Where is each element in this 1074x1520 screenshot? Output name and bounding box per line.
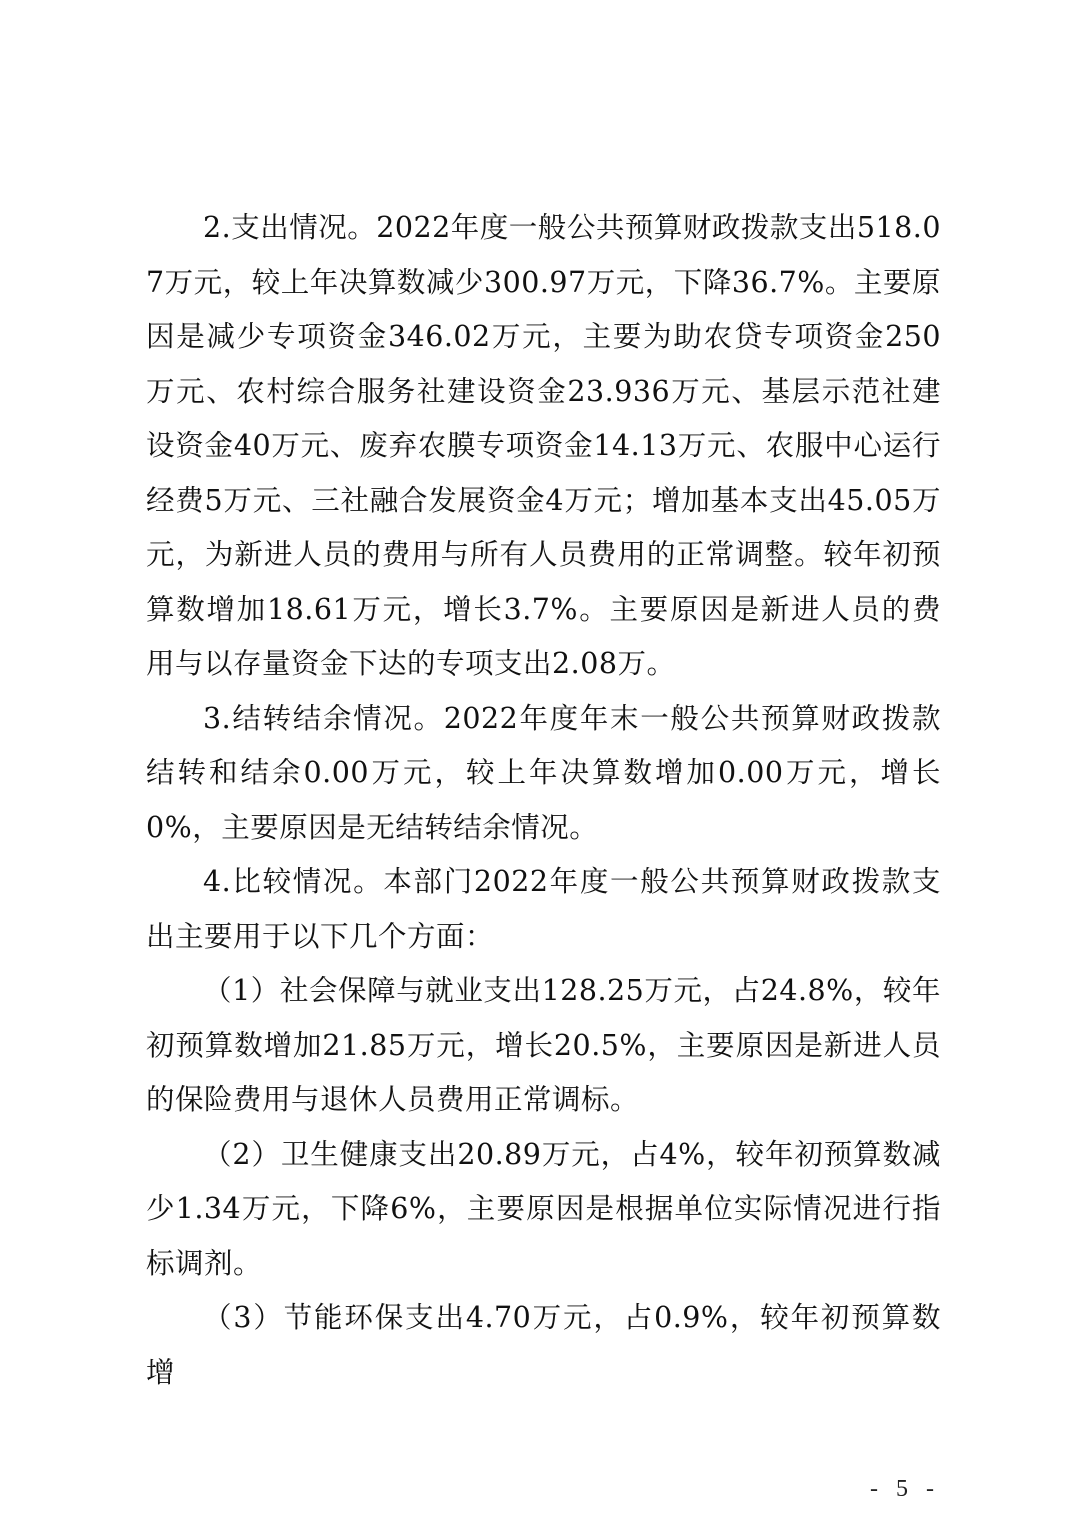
paragraph-comparison: 4.比较情况。本部门2022年度一般公共预算财政拨款支出主要用于以下几个方面： xyxy=(146,865,941,953)
paragraph-expenditure: 2.支出情况。2022年度一般公共预算财政拨款支出518.07万元，较上年决算数减少300.97万元，下降36.7%。主要原因是减少专项资金346.02万元，主要为助农贷专项资金250万元、农村综合服务社建设资金23.936万元、基层示范社建设资金40万元、废弃农膜专项资金14.13万元、农服中心运行经费5万元、三社融合发展资金4万元；增加基本支出45.05万元，为新进人员的费用与所有人员费用的正常调整。较年初预算数增加18.61万元，增长3.7%。主要原因是新进人员的费用与以存量资金下达的专项支出2.08万。 xyxy=(146,211,941,680)
page-number: - 5 - xyxy=(870,1476,940,1502)
paragraph-health: （2）卫生健康支出20.89万元，占4%，较年初预算数减少1.34万元，下降6%，主要原因是根据单位实际情况进行指标调剂。 xyxy=(146,1137,942,1280)
paragraph-social-security: （1）社会保障与就业支出128.25万元，占24.8%，较年初预算数增加21.85万元，增长20.5%，主要原因是新进人员的保险费用与退休人员费用正常调标。 xyxy=(146,974,941,1116)
document-body xyxy=(146,201,941,1400)
paragraph-environment: （3）节能环保支出4.70万元，占0.9%，较年初预算数增 xyxy=(146,1301,941,1389)
paragraph-carryover: 3.结转结余情况。2022年度年末一般公共预算财政拨款结转和结余0.00万元，较上年决算数增加0.00万元，增长0%，主要原因是无结转结余情况。 xyxy=(146,701,941,844)
